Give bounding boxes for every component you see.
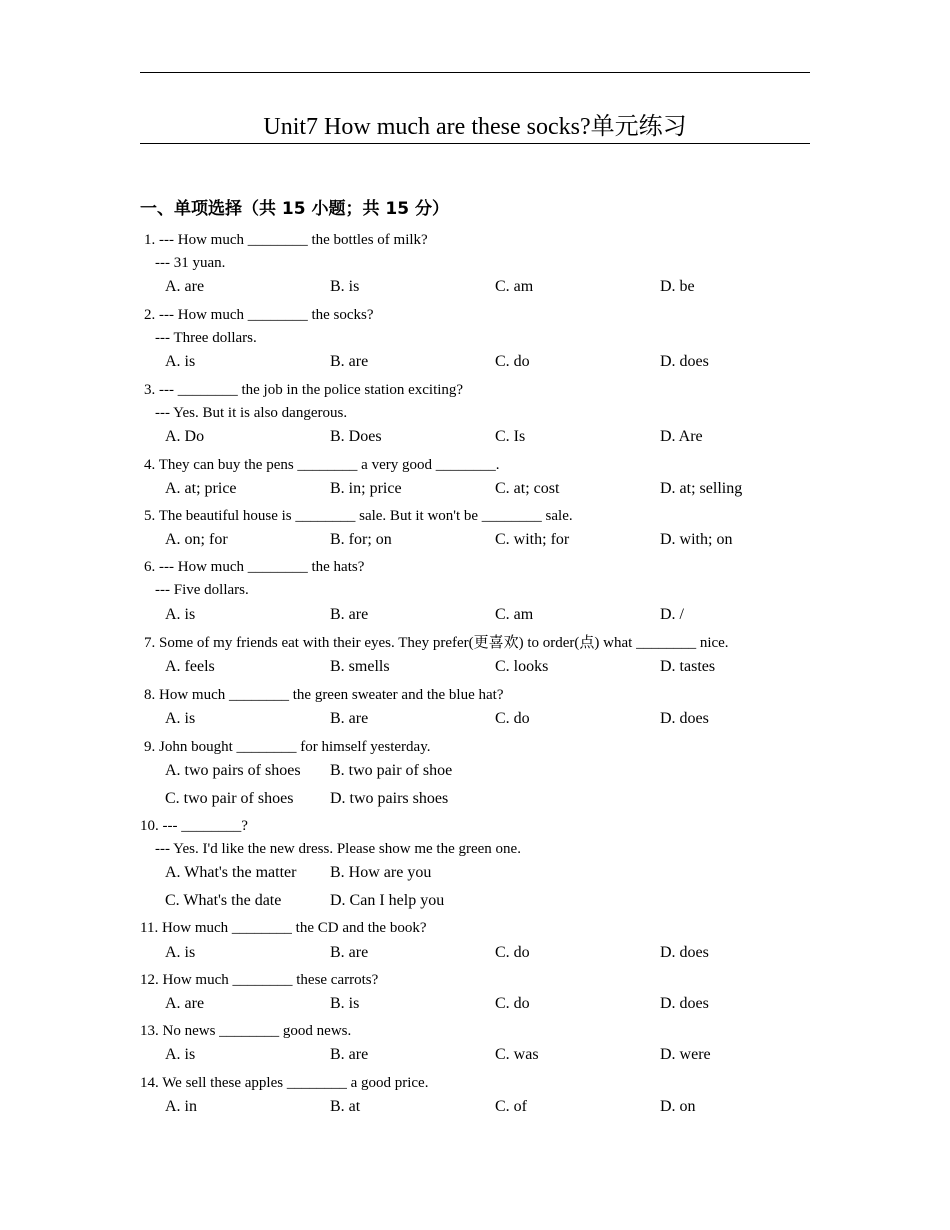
option-a: A. is bbox=[165, 606, 196, 623]
option-a: A. on; for bbox=[165, 531, 228, 548]
question-stem: 4. They can buy the pens ________ a very good ________. bbox=[144, 457, 500, 473]
option-a: A. is bbox=[165, 1046, 196, 1063]
option-c: C. do bbox=[495, 944, 530, 961]
option-c: C. am bbox=[495, 278, 534, 295]
question-stem: 5. The beautiful house is ________ sale. But it won't be ________ sale. bbox=[144, 508, 573, 524]
option-c: C. do bbox=[495, 353, 530, 370]
option-d: D. on bbox=[660, 1098, 696, 1115]
option-b: B. are bbox=[330, 353, 369, 370]
option-d: D. were bbox=[660, 1046, 711, 1063]
question-stem: 1. --- How much ________ the bottles of milk? bbox=[144, 232, 428, 248]
option-a: A. is bbox=[165, 353, 196, 370]
question-stem: 13. No news ________ good news. bbox=[140, 1023, 352, 1039]
option-a: A. feels bbox=[165, 658, 215, 675]
option-c: C. am bbox=[495, 606, 534, 623]
question-stem: 8. How much ________ the green sweater and the blue hat? bbox=[144, 687, 504, 703]
option-a: A. two pairs of shoes bbox=[165, 762, 301, 779]
option-d: D. does bbox=[660, 353, 709, 370]
option-b: B. is bbox=[330, 995, 360, 1012]
option-b: B. is bbox=[330, 278, 360, 295]
option-d: D. Can I help you bbox=[330, 892, 445, 909]
question-answer-line: --- Yes. But it is also dangerous. bbox=[155, 405, 348, 421]
option-c: C. was bbox=[495, 1046, 539, 1063]
option-c: C. with; for bbox=[495, 531, 570, 548]
option-d: D. at; selling bbox=[660, 480, 743, 497]
option-b: B. Does bbox=[330, 428, 382, 445]
option-b: B. for; on bbox=[330, 531, 392, 548]
question-answer-line: --- 31 yuan. bbox=[155, 255, 226, 271]
question-answer-line: --- Three dollars. bbox=[155, 330, 257, 346]
question-stem: 10. --- ________? bbox=[140, 818, 248, 834]
option-c: C. at; cost bbox=[495, 480, 560, 497]
option-b: B. at bbox=[330, 1098, 361, 1115]
option-b: B. are bbox=[330, 1046, 369, 1063]
option-a: A. is bbox=[165, 710, 196, 727]
option-b: B. in; price bbox=[330, 480, 402, 497]
option-d: D. Are bbox=[660, 428, 703, 445]
page-title: Unit7 How much are these socks?单元练习 bbox=[140, 112, 810, 144]
option-b: B. How are you bbox=[330, 864, 432, 881]
option-c: C. What's the date bbox=[165, 892, 282, 909]
question-stem: 9. John bought ________ for himself yesterday. bbox=[144, 739, 431, 755]
option-b: B. are bbox=[330, 606, 369, 623]
question-stem: 3. --- ________ the job in the police station exciting? bbox=[144, 382, 464, 398]
option-a: A. are bbox=[165, 995, 205, 1012]
option-d: D. be bbox=[660, 278, 695, 295]
section-heading: 一、单项选择（共 15 小题；共 15 分） bbox=[140, 199, 449, 219]
header-rule bbox=[140, 72, 810, 73]
option-c: C. do bbox=[495, 710, 530, 727]
option-d: D. tastes bbox=[660, 658, 716, 675]
question-stem: 7. Some of my friends eat with their eyes. They prefer(更喜欢) to order(点) what ________ nice. bbox=[144, 635, 729, 651]
option-a: A. Do bbox=[165, 428, 205, 445]
option-b: B. smells bbox=[330, 658, 390, 675]
option-c: C. looks bbox=[495, 658, 549, 675]
option-b: B. are bbox=[330, 944, 369, 961]
option-a: A. in bbox=[165, 1098, 197, 1115]
option-c: C. do bbox=[495, 995, 530, 1012]
option-d: D. with; on bbox=[660, 531, 733, 548]
option-b: B. two pair of shoe bbox=[330, 762, 453, 779]
option-b: B. are bbox=[330, 710, 369, 727]
question-answer-line: --- Five dollars. bbox=[155, 582, 249, 598]
option-c: C. Is bbox=[495, 428, 526, 445]
option-a: A. are bbox=[165, 278, 205, 295]
question-stem: 14. We sell these apples ________ a good price. bbox=[140, 1075, 429, 1091]
option-c: C. two pair of shoes bbox=[165, 790, 294, 807]
question-stem: 11. How much ________ the CD and the book? bbox=[140, 920, 427, 936]
question-stem: 12. How much ________ these carrots? bbox=[140, 972, 379, 988]
option-a: A. at; price bbox=[165, 480, 237, 497]
option-d: D. / bbox=[660, 606, 684, 623]
option-d: D. does bbox=[660, 710, 709, 727]
question-answer-line: --- Yes. I'd like the new dress. Please show me the green one. bbox=[155, 841, 521, 857]
option-a: A. is bbox=[165, 944, 196, 961]
option-d: D. does bbox=[660, 944, 709, 961]
option-c: C. of bbox=[495, 1098, 527, 1115]
option-d: D. two pairs shoes bbox=[330, 790, 449, 807]
question-stem: 2. --- How much ________ the socks? bbox=[144, 307, 374, 323]
option-d: D. does bbox=[660, 995, 709, 1012]
option-a: A. What's the matter bbox=[165, 864, 297, 881]
question-stem: 6. --- How much ________ the hats? bbox=[144, 559, 365, 575]
